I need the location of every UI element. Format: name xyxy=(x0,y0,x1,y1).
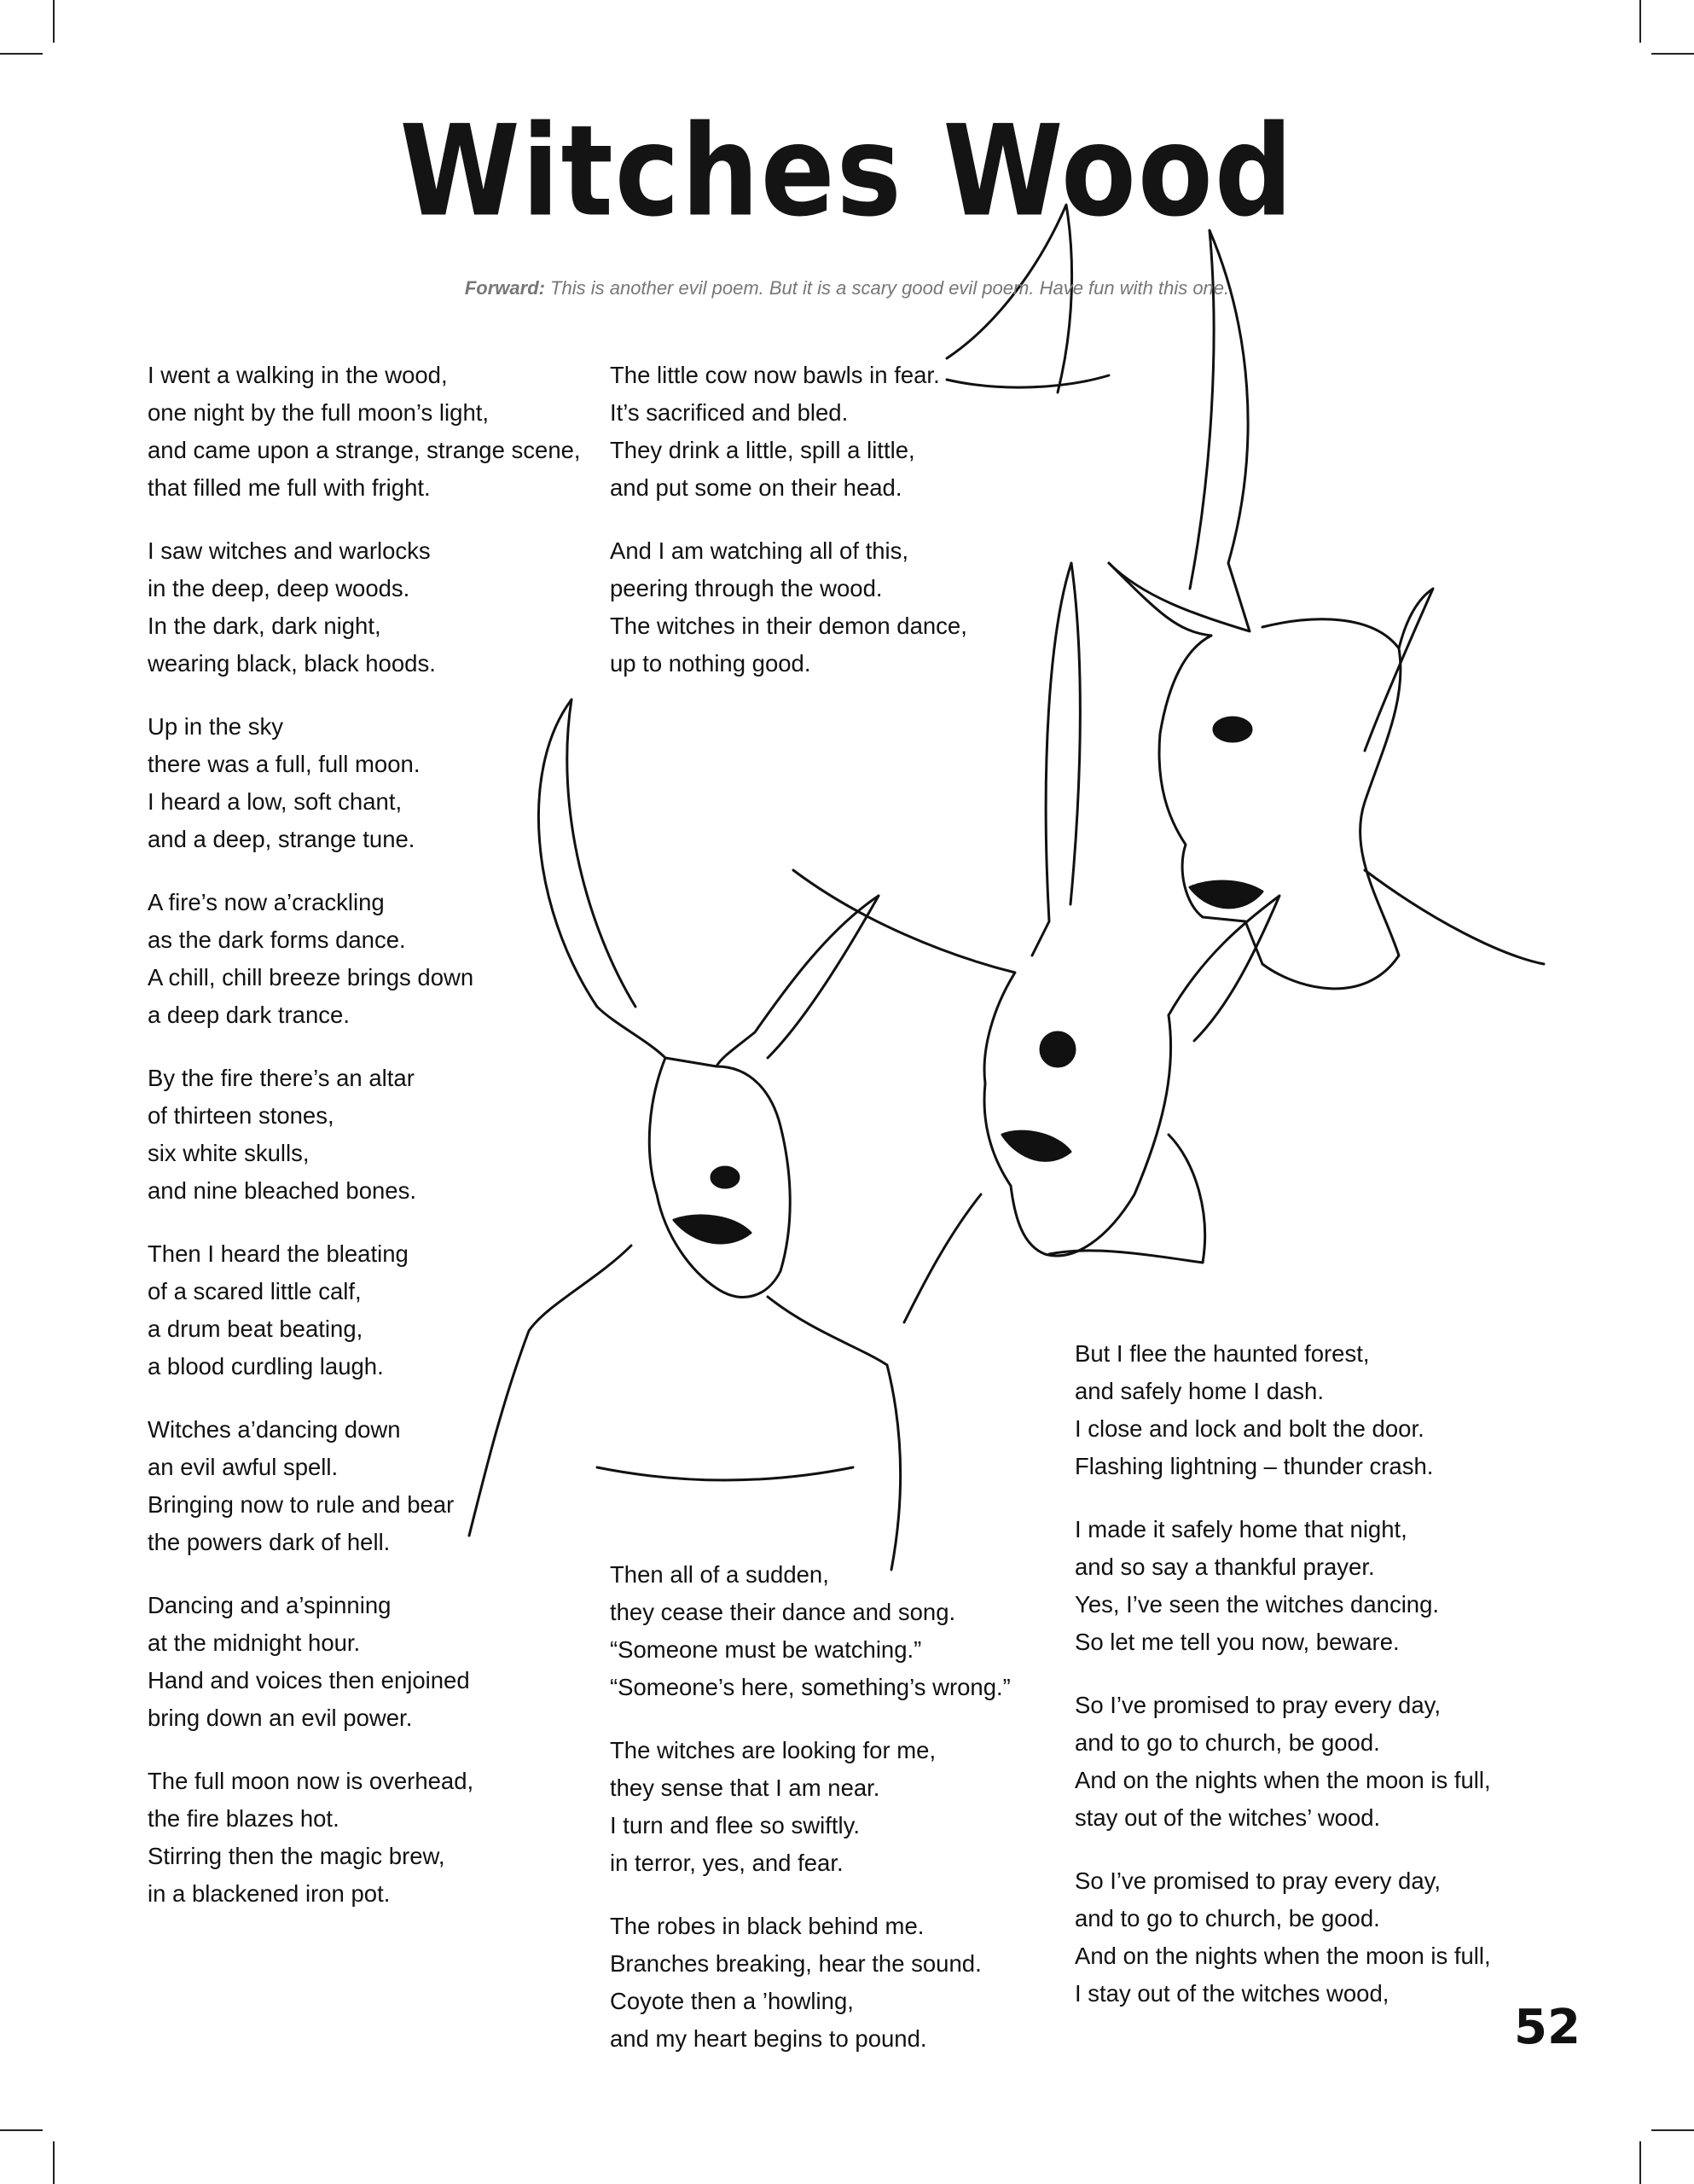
poem-line: I turn and flee so swiftly. xyxy=(610,1812,860,1838)
page-title xyxy=(0,98,1694,246)
poem-line: And on the nights when the moon is full, xyxy=(1075,1767,1491,1793)
poem-line: A fire’s now a’crackling xyxy=(148,889,385,915)
poem-line: By the fire there’s an altar xyxy=(148,1065,415,1091)
poem-line: bring down an evil power. xyxy=(148,1705,413,1731)
poem-line: and nine bleached bones. xyxy=(148,1177,416,1204)
poem-line: a blood curdling laugh. xyxy=(148,1353,384,1380)
poem-line: Bringing now to rule and bear xyxy=(148,1491,455,1518)
poem-column-middle-bottom xyxy=(610,1556,1011,2083)
poem-line: and my heart begins to pound. xyxy=(610,2025,927,2052)
poem-line: I made it safely home that night, xyxy=(1075,1516,1407,1542)
poem-line: Witches a’dancing down xyxy=(148,1416,401,1443)
poem-line: the powers dark of hell. xyxy=(148,1529,391,1555)
poem-line: and so say a thankful prayer. xyxy=(1075,1554,1375,1580)
poem-stanza xyxy=(148,708,581,858)
poem-line: So I’ve promised to pray every day, xyxy=(1075,1692,1441,1718)
poem-stanza xyxy=(610,357,967,507)
poem-line: in terror, yes, and fear. xyxy=(610,1850,844,1876)
poem-line: they sense that I am near. xyxy=(610,1774,880,1801)
poem-line: and to go to church, be good. xyxy=(1075,1729,1380,1756)
poem-line: Branches breaking, hear the sound. xyxy=(610,1950,982,1977)
poem-line: and to go to church, be good. xyxy=(1075,1905,1380,1931)
poem-line: six white skulls, xyxy=(148,1140,310,1166)
poem-stanza xyxy=(1075,1687,1491,1837)
poem-line: “Someone’s here, something’s wrong.” xyxy=(610,1674,1011,1700)
poem-line: The witches are looking for me, xyxy=(610,1737,937,1763)
poem-stanza xyxy=(148,1235,581,1385)
poem-line: Hand and voices then enjoined xyxy=(148,1667,470,1693)
poem-column-right xyxy=(1075,1335,1491,2038)
poem-stanza xyxy=(610,1908,1011,2058)
poem-line: a deep dark trance. xyxy=(148,1002,350,1028)
poem-stanza xyxy=(148,884,581,1034)
poem-line: Then I heard the bleating xyxy=(148,1240,409,1267)
poem-line: Up in the sky xyxy=(148,713,283,740)
poem-line: in the deep, deep woods. xyxy=(148,575,410,601)
poem-stanza xyxy=(148,1763,581,1913)
poem-line: And on the nights when the moon is full, xyxy=(1075,1943,1491,1969)
poem-line: A chill, chill breeze brings down xyxy=(148,964,474,990)
poem-line: Then all of a sudden, xyxy=(610,1561,829,1588)
poem-stanza xyxy=(610,532,967,682)
poem-line: It’s sacrificed and bled. xyxy=(610,399,849,426)
poem-line: up to nothing good. xyxy=(610,650,811,677)
poem-line: So let me tell you now, beware. xyxy=(1075,1629,1400,1655)
poem-line: wearing black, black hoods. xyxy=(148,650,436,677)
poem-line: of thirteen stones, xyxy=(148,1102,334,1129)
poem-stanza xyxy=(148,357,581,507)
poem-line: as the dark forms dance. xyxy=(148,926,406,953)
page-number: 52 xyxy=(1514,2000,1581,2055)
poem-column-left xyxy=(148,357,581,1938)
poem-stanza xyxy=(148,1411,581,1561)
poem-line: and a deep, strange tune. xyxy=(148,826,415,852)
poem-line: and safely home I dash. xyxy=(1075,1378,1324,1404)
poem-line: I saw witches and warlocks xyxy=(148,537,431,564)
poem-line: and came upon a strange, strange scene, xyxy=(148,437,581,463)
poem-stanza xyxy=(148,1587,581,1737)
poem-line: In the dark, dark night, xyxy=(148,613,381,639)
poem-stanza xyxy=(610,1732,1011,1882)
poem-stanza xyxy=(1075,1511,1491,1661)
poem-line: But I flee the haunted forest, xyxy=(1075,1340,1370,1367)
poem-line: peering through the wood. xyxy=(610,575,883,601)
poem-column-middle-top xyxy=(610,357,967,708)
poem-line: the fire blazes hot. xyxy=(148,1805,339,1832)
poem-line: they cease their dance and song. xyxy=(610,1599,956,1625)
poem-stanza xyxy=(1075,1335,1491,1485)
poem-line: So I’ve promised to pray every day, xyxy=(1075,1867,1441,1894)
forward-label: Forward: xyxy=(464,277,545,299)
poem-line: The full moon now is overhead, xyxy=(148,1768,474,1794)
poem-line: there was a full, full moon. xyxy=(148,751,421,777)
poem-line: stay out of the witches’ wood. xyxy=(1075,1804,1381,1831)
poem-line: one night by the full moon’s light, xyxy=(148,399,490,426)
poem-line: in a blackened iron pot. xyxy=(148,1880,391,1907)
poem-line: And I am watching all of this, xyxy=(610,537,909,564)
poem-line: “Someone must be watching.” xyxy=(610,1636,922,1663)
forward-note xyxy=(0,277,1694,299)
poem-line: Flashing lightning – thunder crash. xyxy=(1075,1453,1434,1479)
page-title-text: Witches Wood xyxy=(399,98,1295,246)
poem-line: and put some on their head. xyxy=(610,474,902,501)
poem-line: The witches in their demon dance, xyxy=(610,613,967,639)
poem-stanza xyxy=(148,532,581,682)
poem-line: I went a walking in the wood, xyxy=(148,362,448,388)
poem-line: The robes in black behind me. xyxy=(610,1913,925,1939)
poem-line: a drum beat beating, xyxy=(148,1316,363,1342)
forward-text: This is another evil poem. But it is a scary good evil poem. Have fun with this one. xyxy=(550,277,1230,299)
poem-line: I close and lock and bolt the door. xyxy=(1075,1415,1424,1442)
poem-line: Dancing and a’spinning xyxy=(148,1592,392,1618)
poem-line: I heard a low, soft chant, xyxy=(148,788,403,815)
poem-line: Coyote then a ’howling, xyxy=(610,1988,854,2014)
poem-line: Yes, I’ve seen the witches dancing. xyxy=(1075,1591,1440,1618)
poem-line: that filled me full with fright. xyxy=(148,474,431,501)
poem-stanza xyxy=(1075,1862,1491,2013)
poem-line: The little cow now bawls in fear. xyxy=(610,362,940,388)
poem-stanza xyxy=(610,1556,1011,1706)
poem-stanza xyxy=(148,1060,581,1210)
poem-line: at the midnight hour. xyxy=(148,1629,361,1656)
poem-line: Stirring then the magic brew, xyxy=(148,1843,445,1869)
poem-line: of a scared little calf, xyxy=(148,1278,362,1304)
poem-line: I stay out of the witches wood, xyxy=(1075,1980,1389,2007)
poem-line: They drink a little, spill a little, xyxy=(610,437,915,463)
poem-line: an evil awful spell. xyxy=(148,1454,339,1480)
